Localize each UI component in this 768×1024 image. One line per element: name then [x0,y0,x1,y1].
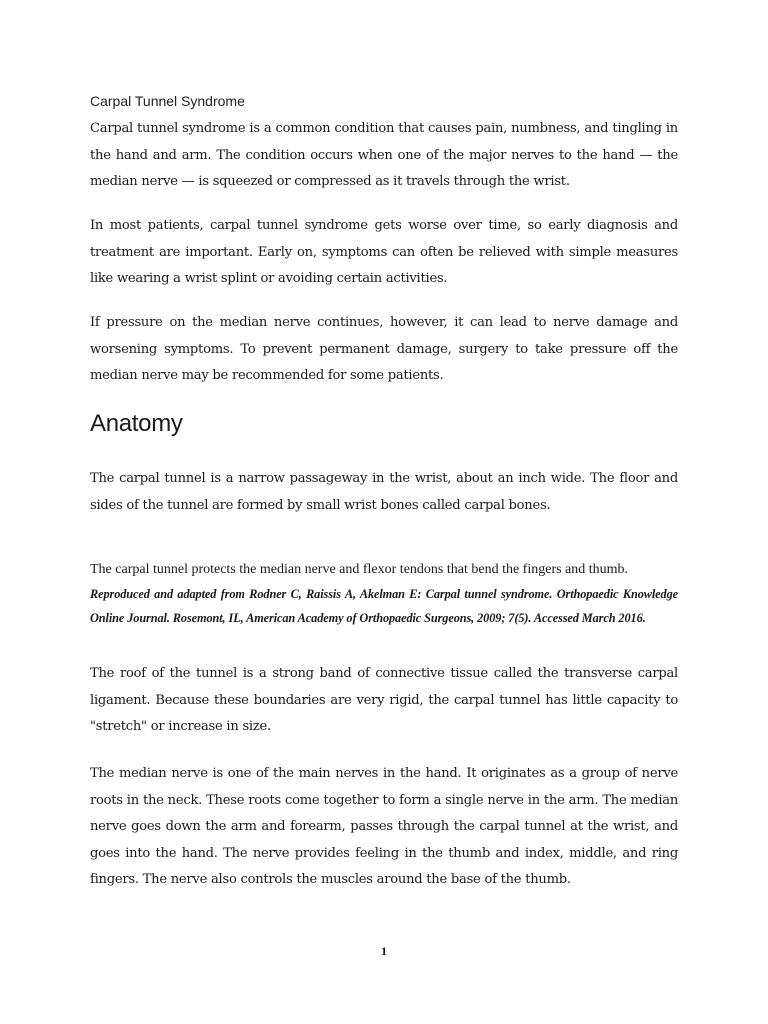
page-number: 1 [381,944,387,958]
intro-paragraph-1: Carpal tunnel syndrome is a common condition that causes pain, numbness, and tingling in the hand and arm. The condition occurs when one of the major nerves to the hand — the median nerve — is squeezed or compressed as it travels through the wrist. [90,121,678,189]
anatomy-paragraph-3: The median nerve is one of the main nerves in the hand. It originates as a group of nerve roots in the neck. These roots come together to form a single nerve in the arm. The median nerve goes down the arm and forearm, passes through the carpal tunnel at the wrist, and goes into the hand. The nerve provides feeling in the thumb and index, middle, and ring fingers. The nerve also controls the muscles around the base of the thumb. [90,766,678,887]
document-page [90,0,678,1024]
intro-paragraph-3: If pressure on the median nerve continues, however, it can lead to nerve damage and worsening symptoms. To prevent permanent damage, surgery to take pressure off the median nerve may be recommended for some patients. [90,315,678,383]
document-title: Carpal Tunnel Syndrome [90,93,245,109]
figure-credit: Reproduced and adapted from Rodner C, Raissis A, Akelman E: Carpal tunnel syndrome. Orthopaedic Knowledge Online Journal. Rosemont, IL, American Academy of Orthopaedic Surgeons, 2009; 7(5). Accessed March 2016. [90,587,678,625]
figure-caption: The carpal tunnel protects the median nerve and flexor tendons that bend the fingers and thumb. [90,562,629,577]
anatomy-heading: Anatomy [90,410,183,437]
anatomy-paragraph-1: The carpal tunnel is a narrow passageway in the wrist, about an inch wide. The floor and sides of the tunnel are formed by small wrist bones called carpal bones. [90,471,678,513]
anatomy-paragraph-2: The roof of the tunnel is a strong band of connective tissue called the transverse carpal ligament. Because these boundaries are very rigid, the carpal tunnel has little capacity to "stretch" or increase in size. [90,666,678,734]
intro-paragraph-2: In most patients, carpal tunnel syndrome gets worse over time, so early diagnosis and treatment are important. Early on, symptoms can often be relieved with simple measures like wearing a wrist splint or avoiding certain activities. [90,218,678,286]
